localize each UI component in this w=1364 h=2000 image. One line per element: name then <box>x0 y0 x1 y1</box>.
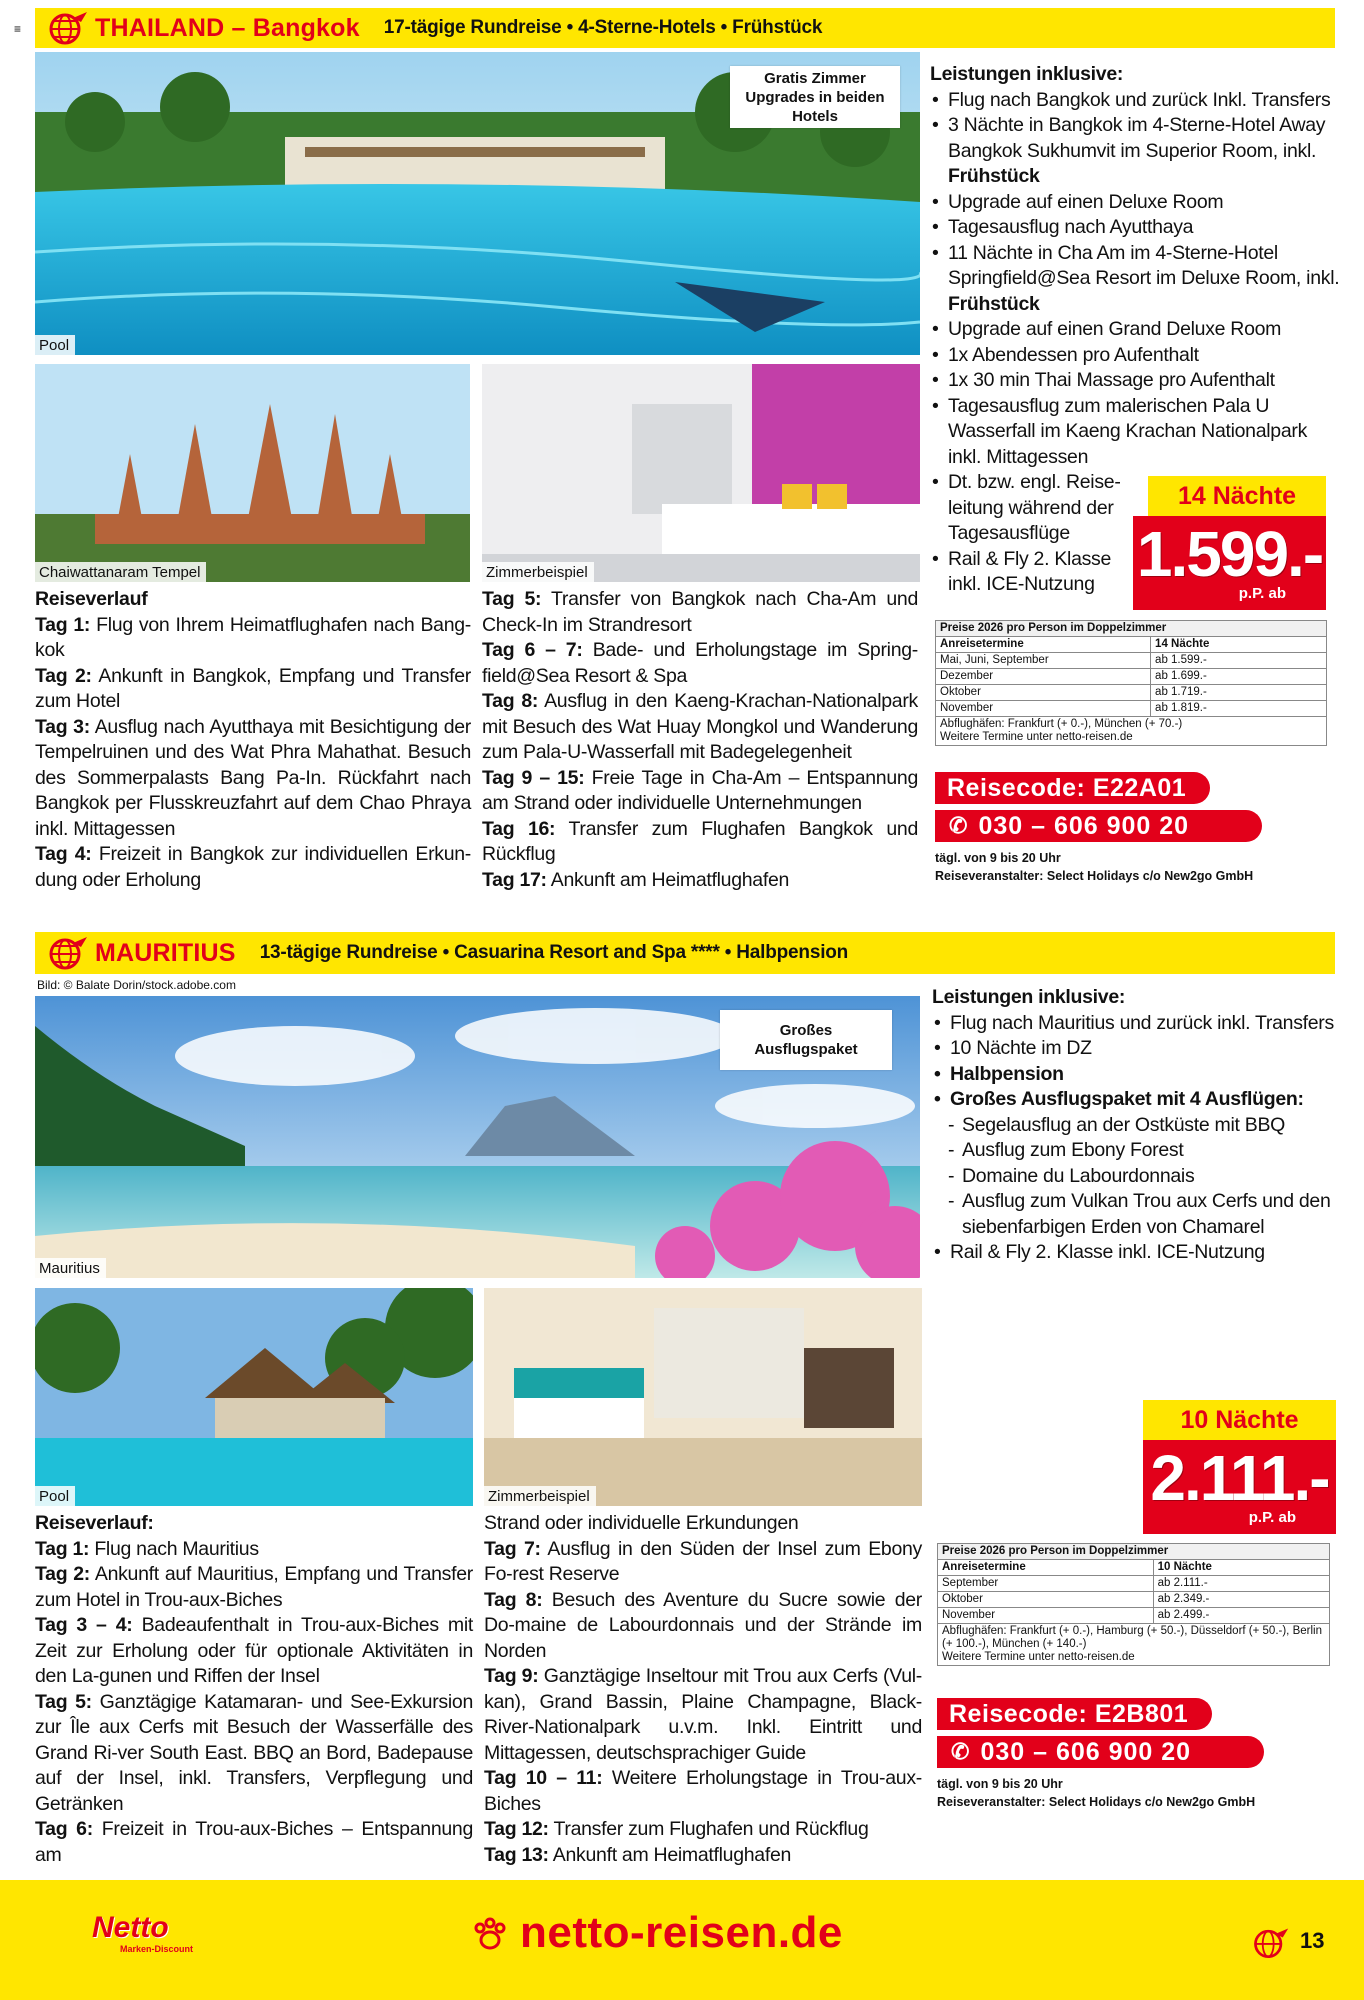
table-header: 14 Nächte <box>1151 637 1327 653</box>
trip1-leistung-item: • 1x Abendessen pro Aufenthalt <box>930 343 1340 369</box>
trip1-day-entry: Tag 5: Transfer von Bangkok nach Cha-Am und Check-In im Strandresort <box>482 588 918 636</box>
page-marker: ≡ <box>14 22 22 36</box>
trip2-subtitle: 13-tägige Rundreise • Casuarina Resort and Spa **** • Halbpension <box>259 942 849 963</box>
trip2-day-entry: Tag 2: Ankunft auf Mauritius, Empfang und Transfer zum Hotel in Trou-aux-Biches <box>35 1563 473 1611</box>
trip1-leistung-item: • Tagesausflug zum malerischen Pala U Wasserfall im Kaeng Krachan Nationalpark inkl. Mittagessen <box>930 394 1340 471</box>
trip1-leistung-item: • Upgrade auf einen Grand Deluxe Room <box>930 317 1340 343</box>
table-row: November ab 1.819.- <box>936 701 1327 717</box>
trip2-day-entry: Tag 1: Flug nach Mauritius <box>35 1537 259 1560</box>
trip2-reiseverlauf-title: Reiseverlauf: <box>35 1512 154 1534</box>
trip2-excursion-badge: Großes Ausflugspaket <box>720 1010 892 1070</box>
trip2-leistungen-title: Leistungen inklusive: <box>932 986 1126 1008</box>
trip1-pool-photo <box>35 52 920 355</box>
trip2-price-box <box>1143 1440 1336 1534</box>
trip2-leistung-item: • Rail & Fly 2. Klasse inkl. ICE-Nutzung <box>932 1240 1342 1266</box>
trip2-reiseverlauf-right <box>484 1511 922 1868</box>
globe-plane-icon <box>1250 1926 1290 1960</box>
phone-icon: ✆ <box>951 1739 971 1764</box>
trip2-day-entry: Tag 9: Ganztägige Inseltour mit Trou aux Cerfs (Vul-kan), Grand Bassin, Plaine Champagne, Black-River-Nationalpark u.v.m. Inkl. Eintritt und Mittagessen, deutschsprachiger Guide <box>484 1665 922 1764</box>
trip1-leistung-item: • 11 Nächte in Cha Am im 4-Sterne-Hotel Springfield@Sea Resort im Deluxe Room, inkl. Frühstück <box>930 241 1340 318</box>
table-row: November ab 2.499.- <box>938 1608 1330 1624</box>
trip2-day-entry: Tag 10 – 11: Weitere Erholungstage in Trou-aux-Biches <box>484 1767 922 1815</box>
table-header: 10 Nächte <box>1153 1560 1329 1576</box>
trip2-image-credit: Bild: © Balate Dorin/stock.adobe.com <box>37 978 236 992</box>
trip1-nights-label: 14 Nächte <box>1148 476 1326 516</box>
trip1-reiseverlauf-left <box>35 587 471 893</box>
trip2-reisecode: Reisecode: E2B801 <box>937 1698 1212 1730</box>
trip1-day-entry: Tag 6 – 7: Bade- und Erholungstage im Spring-field@Sea Resort & Spa <box>482 639 918 687</box>
trip2-pool-photo <box>35 1288 473 1506</box>
trip1-destination: THAILAND – Bangkok <box>95 13 360 42</box>
trip1-subtitle: 17-tägige Rundreise • 4-Sterne-Hotels • Frühstück <box>383 17 823 38</box>
trip1-leistung-item: • Flug nach Bangkok und zurück Inkl. Transfers <box>930 88 1340 114</box>
page-number: 13 <box>1300 1928 1325 1953</box>
table-row: Oktober ab 2.349.- <box>938 1592 1330 1608</box>
trip2-day-entry: Tag 5: Ganztägige Katamaran- und See-Exkursion zur Île aux Cerfs mit Besuch der Wasserfälle des Grand Ri-ver South East. BBQ an Bord, Badepause auf der Insel, inkl. Transfers, Verpflegung und Getränken <box>35 1690 473 1815</box>
trip2-day-entry: Tag 13: Ankunft am Heimatflughafen <box>484 1843 792 1866</box>
trip2-continued-text: Strand oder individuelle Erkundungen <box>484 1512 799 1534</box>
netto-logo-sub: Marken-Discount <box>120 1944 194 1954</box>
trip1-leistung-item: • 3 Nächte in Bangkok im 4-Sterne-Hotel Away Bangkok Sukhumvit im Superior Room, inkl. Frühstück <box>930 113 1340 190</box>
trip2-nights-label: 10 Nächte <box>1143 1400 1336 1440</box>
trip2-day-entry: Tag 6: Freizeit in Trou-aux-Biches – Entspannung am <box>35 1818 473 1866</box>
trip1-day-entry: Tag 17: Ankunft am Heimatflughafen <box>482 868 790 891</box>
trip1-day-entry: Tag 3: Ausflug nach Ayutthaya mit Besichtigung der Tempelruinen und des Wat Phra Mahathat. Besuch des Sommerpalasts Bang Pa-In. Rückfahrt nach Bangkok per Flusskreuzfahrt auf dem Chao Phraya inkl. Mittagessen <box>35 715 471 840</box>
globe-plane-icon <box>45 10 89 46</box>
trip1-leistung-item: • Tagesausflug nach Ayutthaya <box>930 215 1340 241</box>
trip2-hours: tägl. von 9 bis 20 Uhr <box>937 1777 1063 1791</box>
trip2-price-unit: p.P. ab <box>1248 1509 1296 1526</box>
trip2-leistungen <box>932 985 1342 1266</box>
trip1-price-unit: p.P. ab <box>1238 585 1286 602</box>
trip1-day-entry: Tag 9 – 15: Freie Tage in Cha-Am – Entspannung am Strand oder individuelle Unternehmungen <box>482 766 918 814</box>
trip1-pool-caption: Pool <box>35 335 75 355</box>
trip1-temple-caption: Chaiwattanaram Tempel <box>35 562 206 582</box>
trip2-leistung-item: • Flug nach Mauritius und zurück inkl. Transfers <box>932 1011 1342 1037</box>
netto-logo-text: Netto <box>92 1911 169 1944</box>
trip1-day-entry: Tag 8: Ausflug in den Kaeng-Krachan-Nationalpark mit Besuch des Wat Huay Mongkol und Wanderung zum Pala-U-Wasserfall mit Badegelegenheit <box>482 690 918 763</box>
trip2-header-bar <box>35 932 1335 974</box>
trip1-leistung-item: • 1x 30 min Thai Massage pro Aufenthalt <box>930 368 1340 394</box>
trip1-upgrade-badge: Gratis Zimmer Upgrades in beiden Hotels <box>730 66 900 128</box>
trip1-table-title: Preise 2026 pro Person im Doppelzimmer <box>936 621 1327 637</box>
trip2-phone-number: 030 – 606 900 20 <box>980 1738 1192 1766</box>
site-url[interactable]: netto-reisen.de <box>520 1908 843 1957</box>
trip2-ausflug-item: - Domaine du Labourdonnais <box>932 1164 1342 1190</box>
paw-icon <box>470 1914 510 1954</box>
phone-icon: ✆ <box>949 813 969 838</box>
trip2-room-caption: Zimmerbeispiel <box>484 1486 596 1506</box>
trip2-price: 2.111.- <box>1150 1442 1329 1514</box>
trip1-reisecode: Reisecode: E22A01 <box>935 772 1210 804</box>
trip1-day-entry: Tag 4: Freizeit in Bangkok zur individuellen Erkun-dung oder Erholung <box>35 843 471 891</box>
trip1-leistung-item: • Dt. bzw. engl. Reise-leitung während der Tagesausflüge <box>930 470 1130 547</box>
trip2-leistung-item: • Großes Ausflugspaket mit 4 Ausflügen: <box>932 1087 1342 1113</box>
trip1-temple-photo <box>35 364 470 582</box>
trip1-phone[interactable] <box>935 810 1262 842</box>
trip1-day-entry: Tag 1: Flug von Ihrem Heimatflughafen nach Bang-kok <box>35 613 471 661</box>
netto-logo[interactable] <box>92 1912 202 1964</box>
trip1-header-bar <box>35 8 1335 48</box>
trip2-day-entry: Tag 3 – 4: Badeaufenthalt in Trou-aux-Biches mit Zeit zur Erholung oder für optionale Aktivitäten in den La-gunen und Riffen der Insel <box>35 1614 473 1687</box>
trip1-phone-number: 030 – 606 900 20 <box>978 812 1190 840</box>
trip2-day-entry: Tag 7: Ausflug in den Süden der Insel zum Ebony Fo-rest Reserve <box>484 1537 922 1585</box>
trip1-leistung-item: • Rail & Fly 2. Klasse inkl. ICE-Nutzung <box>930 547 1130 598</box>
trip1-reiseverlauf-title: Reiseverlauf <box>35 588 148 610</box>
trip2-table-title: Preise 2026 pro Person im Doppelzimmer <box>938 1544 1330 1560</box>
trip2-destination: MAURITIUS <box>95 938 236 967</box>
trip2-ausflug-item: - Ausflug zum Vulkan Trou aux Cerfs und den siebenfarbigen Erden von Chamarel <box>932 1189 1342 1240</box>
table-row: Mai, Juni, September ab 1.599.- <box>936 653 1327 669</box>
trip1-reiseverlauf-right <box>482 587 918 893</box>
trip2-day-entry: Tag 12: Transfer zum Flughafen und Rückflug <box>484 1818 869 1840</box>
table-header: Anreisetermine <box>938 1560 1154 1576</box>
trip1-leistungen-title: Leistungen inklusive: <box>930 63 1124 85</box>
trip2-main-caption: Mauritius <box>35 1258 106 1278</box>
table-row: Dezember ab 1.699.- <box>936 669 1327 685</box>
table-header: Anreisetermine <box>936 637 1151 653</box>
trip1-day-entry: Tag 16: Transfer zum Flughafen Bangkok und Rückflug <box>482 817 918 865</box>
trip2-ausflug-item: - Ausflug zum Ebony Forest <box>932 1138 1342 1164</box>
trip2-leistung-item: • Halbpension <box>932 1062 1342 1088</box>
table-row: Oktober ab 1.719.- <box>936 685 1327 701</box>
globe-plane-icon <box>45 935 89 971</box>
trip2-reiseverlauf-left <box>35 1511 473 1868</box>
trip2-main-photo <box>35 996 920 1278</box>
trip2-phone[interactable] <box>937 1736 1264 1768</box>
trip2-operator: Reiseveranstalter: Select Holidays c/o New2go GmbH <box>937 1795 1256 1809</box>
trip2-leistung-item: • 10 Nächte im DZ <box>932 1036 1342 1062</box>
trip1-operator: Reiseveranstalter: Select Holidays c/o New2go GmbH <box>935 869 1254 883</box>
trip2-pool-caption: Pool <box>35 1486 75 1506</box>
trip1-room-photo <box>482 364 920 582</box>
trip1-price: 1.599.- <box>1136 518 1323 590</box>
trip2-price-table <box>937 1543 1330 1666</box>
trip1-table-note: Abflughäfen: Frankfurt (+ 0.-), München (+ 70.-) Weitere Termine unter netto-reisen.de <box>936 717 1327 746</box>
trip2-room-photo <box>484 1288 922 1506</box>
trip2-ausflug-item: - Segelausflug an der Ostküste mit BBQ <box>932 1113 1342 1139</box>
trip1-price-box <box>1133 516 1326 610</box>
trip2-day-entry: Tag 8: Besuch des Aventure du Sucre sowie der Do-maine de Labourdonnais und der Strände im Norden <box>484 1588 922 1662</box>
trip2-table-note: Abflughäfen: Frankfurt (+ 0.-), Hamburg (+ 50.-), Düsseldorf (+ 50.-), Berlin (+ 100.-), München (+ 140.-) Weitere Termine unter netto-reisen.de <box>938 1624 1330 1666</box>
trip1-hours: tägl. von 9 bis 20 Uhr <box>935 851 1061 865</box>
trip1-price-table <box>935 620 1327 746</box>
table-row: September ab 2.111.- <box>938 1576 1330 1592</box>
trip1-day-entry: Tag 2: Ankunft in Bangkok, Empfang und Transfer zum Hotel <box>35 664 471 712</box>
trip1-room-caption: Zimmerbeispiel <box>482 562 594 582</box>
trip1-leistung-item: • Upgrade auf einen Deluxe Room <box>930 190 1340 216</box>
